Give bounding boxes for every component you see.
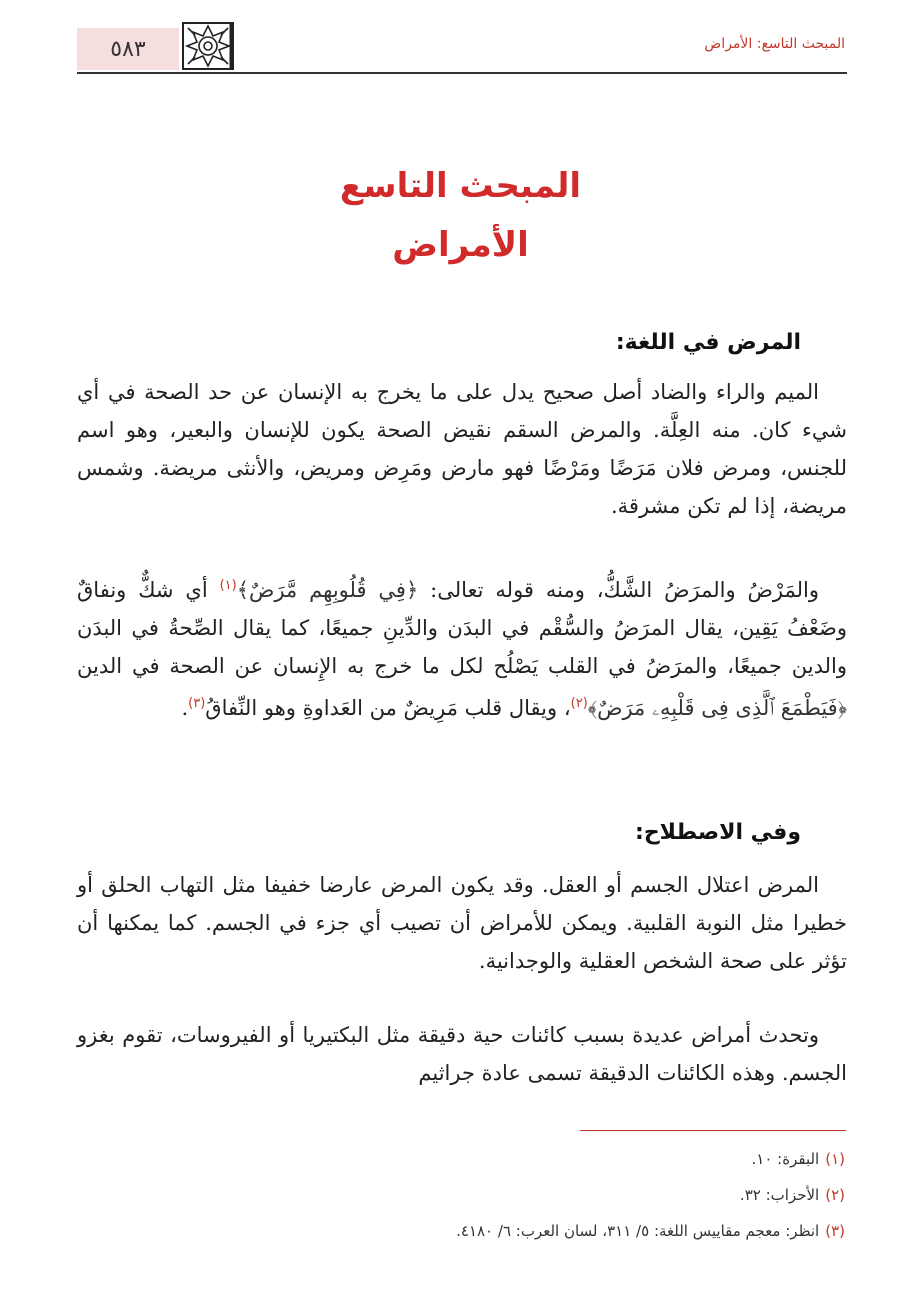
paragraph-text: وتحدث أمراض عديدة بسبب كائنات حية دقيقة مثل البكتيريا أو الفيروسات، تقوم بغزو الجسم. وهذه الكائنات الدقيقة تسمى عادة جراثيم bbox=[77, 1023, 847, 1085]
chapter-title: المبحث التاسع bbox=[339, 166, 582, 206]
running-head: المبحث التاسع: الأمراض bbox=[704, 36, 845, 52]
paragraph bbox=[77, 1016, 847, 1092]
section-heading-language: المرض في اللغة: bbox=[615, 330, 801, 355]
footnote-number: (١) bbox=[825, 1150, 845, 1168]
section-heading-terminology: وفي الاصطلاح: bbox=[635, 820, 801, 845]
page-number: ٥٨٣ bbox=[77, 28, 179, 70]
paragraph-text: . bbox=[181, 696, 189, 720]
footnote bbox=[456, 1222, 845, 1240]
footnote-text: الأحزاب: ٣٢. bbox=[739, 1186, 820, 1204]
paragraph-text: أي شكٌّ ونفاقٌ وضَعْفُ يَقِين، يقال المرَضُ والسُّقْم في البدَن والدِّينِ جميعًا، كما يقال الصِّحةُ في البدَن والدين جميعًا، والمرَضُ في القلب يَصْلُح لكل ما خرج به الإِنسان عن الصحة في الدين bbox=[77, 578, 847, 678]
footnote-text: البقرة: ١٠. bbox=[751, 1150, 820, 1168]
ornament-icon bbox=[182, 22, 234, 70]
footnote bbox=[752, 1150, 846, 1168]
chapter-subtitle: الأمراض bbox=[392, 225, 529, 265]
paragraph-text: الميم والراء والضاد أصل صحيح يدل على ما يخرج به الإنسان عن حد الصحة في أي شيء كان. منه العِلَّة. والمرض السقم نقيض الصحة يكون للإنسان والبعير، وهو اسم للجنس، ومرض فلان مَرَضًا ومَرْضًا فهو مارض ومَرِض ومريض، والأنثى مريضة. وشمس مريضة، إذا لم تكن مشرقة. bbox=[77, 380, 847, 518]
paragraph bbox=[77, 567, 847, 727]
footnote-ref[interactable]: (١) bbox=[219, 578, 237, 593]
footnote bbox=[740, 1186, 845, 1204]
paragraph-text: ، ويقال قلب مَرِيضٌ من العَداوةِ وهو النِّفاقُ bbox=[205, 696, 571, 720]
paragraph-text: المرض اعتلال الجسم أو العقل. وقد يكون المرض عارضا خفيفا مثل التهاب الحلق أو خطيرا مثل النوبة القلبية. ويمكن للأمراض أن تصيب أي جزء في الجسم. كما يمكنها أن تؤثر على صحة الشخص العقلية والوجدانية. bbox=[77, 873, 847, 973]
footnote-text: انظر: معجم مقاييس اللغة: ٥/ ٣١١، لسان العرب: ٦/ ٤١٨٠. bbox=[456, 1222, 820, 1240]
footnote-number: (٢) bbox=[825, 1186, 845, 1204]
footnote-ref[interactable]: (٢) bbox=[570, 696, 588, 711]
footnote-number: (٣) bbox=[825, 1222, 845, 1240]
paragraph bbox=[77, 373, 847, 525]
footnote-rule bbox=[580, 1130, 846, 1131]
header-rule bbox=[77, 72, 847, 74]
paragraph-text: والمَرْضُ والمرَضُ الشَّكُّ، ومنه قوله تعالى: bbox=[418, 578, 819, 602]
quran-verse: ﴿فِي قُلُوبِهِم مَّرَضٌ﴾ bbox=[236, 578, 419, 602]
footnote-ref[interactable]: (٣) bbox=[188, 696, 206, 711]
quran-verse: ﴿فَيَطْمَعَ ٱلَّذِى فِى قَلْبِهِۦ مَرَضٌ﴾ bbox=[587, 696, 847, 720]
paragraph bbox=[77, 866, 847, 980]
